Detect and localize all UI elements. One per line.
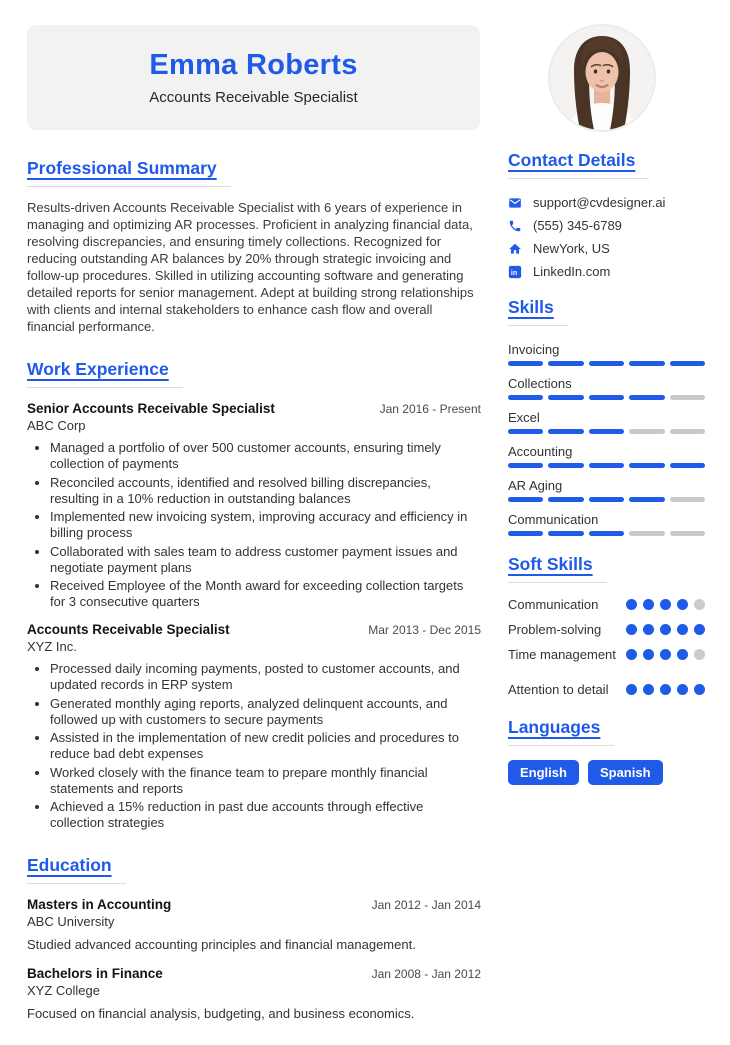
education-entry [27, 896, 481, 952]
skill-bar-segment [629, 497, 664, 502]
section-heading-contact-details: Contact Details [508, 150, 649, 179]
skill-name: Invoicing [508, 342, 560, 357]
education-dates: Jan 2012 - Jan 2014 [371, 898, 481, 912]
skill-bar-segment [629, 531, 664, 536]
company-name: ABC Corp [27, 418, 86, 433]
section-professional-summary [27, 158, 481, 335]
section-heading-languages: Languages [508, 717, 614, 746]
contact-item [508, 241, 705, 256]
language-pill[interactable]: English [508, 760, 579, 785]
section-contact-details [508, 150, 705, 279]
soft-skill-dot [660, 624, 671, 635]
skill-item [508, 444, 705, 468]
skill-bar-segment [508, 531, 543, 536]
contact-text: NewYork, US [533, 241, 610, 256]
soft-skill-dots [626, 599, 705, 610]
skill-item [508, 376, 705, 400]
soft-skill-name: Communication [508, 597, 599, 612]
skill-level-bar [508, 463, 705, 468]
email-icon [508, 196, 522, 210]
skill-bar-segment [670, 497, 705, 502]
skill-level-bar [508, 531, 705, 536]
soft-skill-item [508, 682, 705, 697]
contact-item [508, 195, 705, 210]
job-dates: Jan 2016 - Present [379, 402, 481, 416]
person-job-title: Accounts Receivable Specialist [149, 89, 358, 106]
skill-bar-segment [670, 429, 705, 434]
soft-skill-dot [677, 684, 688, 695]
skill-bar-segment [589, 429, 624, 434]
skill-bar-segment [670, 361, 705, 366]
job-entry-header [27, 621, 481, 638]
education-dates: Jan 2008 - Jan 2012 [371, 967, 481, 981]
skill-bar-segment [508, 497, 543, 502]
education-description: Studied advanced accounting principles and financial management. [27, 937, 416, 952]
section-skills [508, 297, 705, 536]
skill-level-bar [508, 497, 705, 502]
soft-skill-dot [643, 624, 654, 635]
soft-skill-dot [677, 649, 688, 660]
section-heading-work-experience: Work Experience [27, 359, 183, 388]
skill-bar-segment [508, 463, 543, 468]
skill-level-bar [508, 361, 705, 366]
job-bullet-list [27, 661, 481, 831]
section-work-experience [27, 359, 481, 831]
bullet-item: • Processed daily incoming payments, posted to customer accounts, and updated records in ERP system [50, 661, 481, 693]
soft-skill-list [508, 597, 705, 697]
soft-skill-dot [626, 624, 637, 635]
section-languages [508, 717, 705, 785]
contact-item [508, 264, 705, 279]
language-pill[interactable]: Spanish [588, 760, 663, 785]
education-entry-header [27, 896, 481, 913]
skill-bar-segment [670, 395, 705, 400]
skill-bar-segment [589, 395, 624, 400]
soft-skill-dot [694, 684, 705, 695]
soft-skill-dots [626, 624, 705, 635]
bullet-item: • Worked closely with the finance team to prepare monthly financial statements and reports [50, 765, 481, 797]
contact-list [508, 195, 705, 279]
skill-name: AR Aging [508, 478, 563, 493]
skill-name: Collections [508, 376, 572, 391]
soft-skill-item [508, 597, 705, 612]
bullet-item: • Managed a portfolio of over 500 customer accounts, ensuring timely collection of payments [50, 440, 481, 472]
bullet-item: • Achieved a 15% reduction in past due accounts through effective collection strategies [50, 799, 481, 831]
soft-skill-name: Time management [508, 647, 616, 662]
bullet-item: • Assisted in the implementation of new credit policies and procedures to reduce bad debt expenses [50, 730, 481, 762]
skill-bar-segment [589, 361, 624, 366]
bullet-item: • Implemented new invoicing system, improving accuracy and efficiency in billing process [50, 509, 481, 541]
soft-skill-dot [694, 649, 705, 660]
job-dates: Mar 2013 - Dec 2015 [368, 623, 481, 637]
soft-skill-dots [626, 684, 705, 695]
skill-bar-segment [629, 429, 664, 434]
skill-bar-segment [629, 395, 664, 400]
bullet-item: • Reconciled accounts, identified and resolved billing discrepancies, resulting in a 10% reduction in outstanding balances [50, 475, 481, 507]
soft-skill-dot [643, 684, 654, 695]
contact-text: (555) 345-6789 [533, 218, 622, 233]
soft-skill-dot [694, 624, 705, 635]
soft-skill-dot [626, 649, 637, 660]
section-heading-professional-summary: Professional Summary [27, 158, 231, 187]
skill-level-bar [508, 429, 705, 434]
job-list [27, 400, 481, 831]
soft-skill-dot [677, 599, 688, 610]
woman-portrait-illustration [550, 26, 654, 130]
skill-item [508, 478, 705, 502]
education-list [27, 896, 481, 1021]
education-entry-header [27, 965, 481, 982]
skill-bar-segment [548, 429, 583, 434]
soft-skill-dot [660, 684, 671, 695]
skill-name: Communication [508, 512, 599, 527]
contact-text: LinkedIn.com [533, 264, 611, 279]
skill-item [508, 342, 705, 366]
section-heading-skills: Skills [508, 297, 568, 326]
summary-text: Results-driven Accounts Receivable Specialist with 6 years of experience in managing and optimizing AR processes. Proficient in analyzing financial data, resolving discrepancies, and ensuring timely collections. Recognized for reducing outstanding AR balances by 20% through strategic invoicing and follow-up procedures. Skilled in utilizing accounting software and generating detailed reports for senior management. Adept at building strong relationships with clients and internal stakeholders to enhance cash flow and overall financial performance. [27, 200, 474, 334]
skill-item [508, 410, 705, 434]
section-soft-skills [508, 554, 705, 697]
soft-skill-dot [626, 684, 637, 695]
main-column [27, 158, 481, 1045]
skill-bar-segment [548, 395, 583, 400]
contact-text: support@cvdesigner.ai [533, 195, 666, 210]
skill-bar-segment [670, 463, 705, 468]
skill-bar-segment [589, 463, 624, 468]
bullet-item: • Received Employee of the Month award for exceeding collection targets for 3 consecutive quarters [50, 578, 481, 610]
soft-skill-dot [677, 624, 688, 635]
home-icon [508, 242, 522, 256]
section-heading-education: Education [27, 855, 126, 884]
phone-icon [508, 219, 522, 233]
soft-skill-dot [660, 649, 671, 660]
degree-title: Bachelors in Finance [27, 966, 163, 981]
section-education [27, 855, 481, 1021]
bullet-item: • Collaborated with sales team to address customer payment issues and negotiate payment plans [50, 544, 481, 576]
education-entry [27, 965, 481, 1021]
skill-bar-segment [508, 429, 543, 434]
header-card [27, 25, 480, 130]
linkedin-icon [508, 265, 522, 279]
soft-skill-item [508, 647, 705, 662]
skill-name: Excel [508, 410, 540, 425]
skill-level-bar [508, 395, 705, 400]
education-description: Focused on financial analysis, budgeting, and business economics. [27, 1006, 415, 1021]
skill-bar-segment [670, 531, 705, 536]
language-list [508, 760, 705, 785]
job-entry-header [27, 400, 481, 417]
company-name: XYZ Inc. [27, 639, 77, 654]
skill-list [508, 342, 705, 536]
degree-title: Masters in Accounting [27, 897, 172, 912]
profile-photo [550, 26, 654, 130]
skill-bar-segment [629, 463, 664, 468]
soft-skill-item [508, 622, 705, 637]
section-heading-soft-skills: Soft Skills [508, 554, 607, 583]
skill-bar-segment [548, 531, 583, 536]
skill-item [508, 512, 705, 536]
sidebar [508, 150, 705, 785]
job-title: Accounts Receivable Specialist [27, 622, 230, 637]
contact-item [508, 218, 705, 233]
job-entry [27, 621, 481, 831]
job-entry [27, 400, 481, 610]
svg-text:in: in [510, 269, 518, 277]
soft-skill-dots [626, 649, 705, 660]
school-name: ABC University [27, 914, 115, 929]
skill-bar-segment [589, 497, 624, 502]
soft-skill-dot [643, 599, 654, 610]
school-name: XYZ College [27, 983, 100, 998]
soft-skill-dot [643, 649, 654, 660]
skill-bar-segment [548, 463, 583, 468]
soft-skill-dot [626, 599, 637, 610]
person-name: Emma Roberts [149, 49, 358, 81]
soft-skill-name: Attention to detail [508, 682, 609, 697]
skill-bar-segment [589, 531, 624, 536]
skill-bar-segment [508, 395, 543, 400]
job-title: Senior Accounts Receivable Specialist [27, 401, 275, 416]
skill-bar-segment [508, 361, 543, 366]
job-bullet-list [27, 440, 481, 610]
soft-skill-dot [660, 599, 671, 610]
skill-name: Accounting [508, 444, 573, 459]
soft-skill-name: Problem-solving [508, 622, 602, 637]
skill-bar-segment [548, 497, 583, 502]
skill-bar-segment [548, 361, 583, 366]
bullet-item: • Generated monthly aging reports, analyzed delinquent accounts, and followed up with customers to secure payments [50, 696, 481, 728]
skill-bar-segment [629, 361, 664, 366]
soft-skill-dot [694, 599, 705, 610]
